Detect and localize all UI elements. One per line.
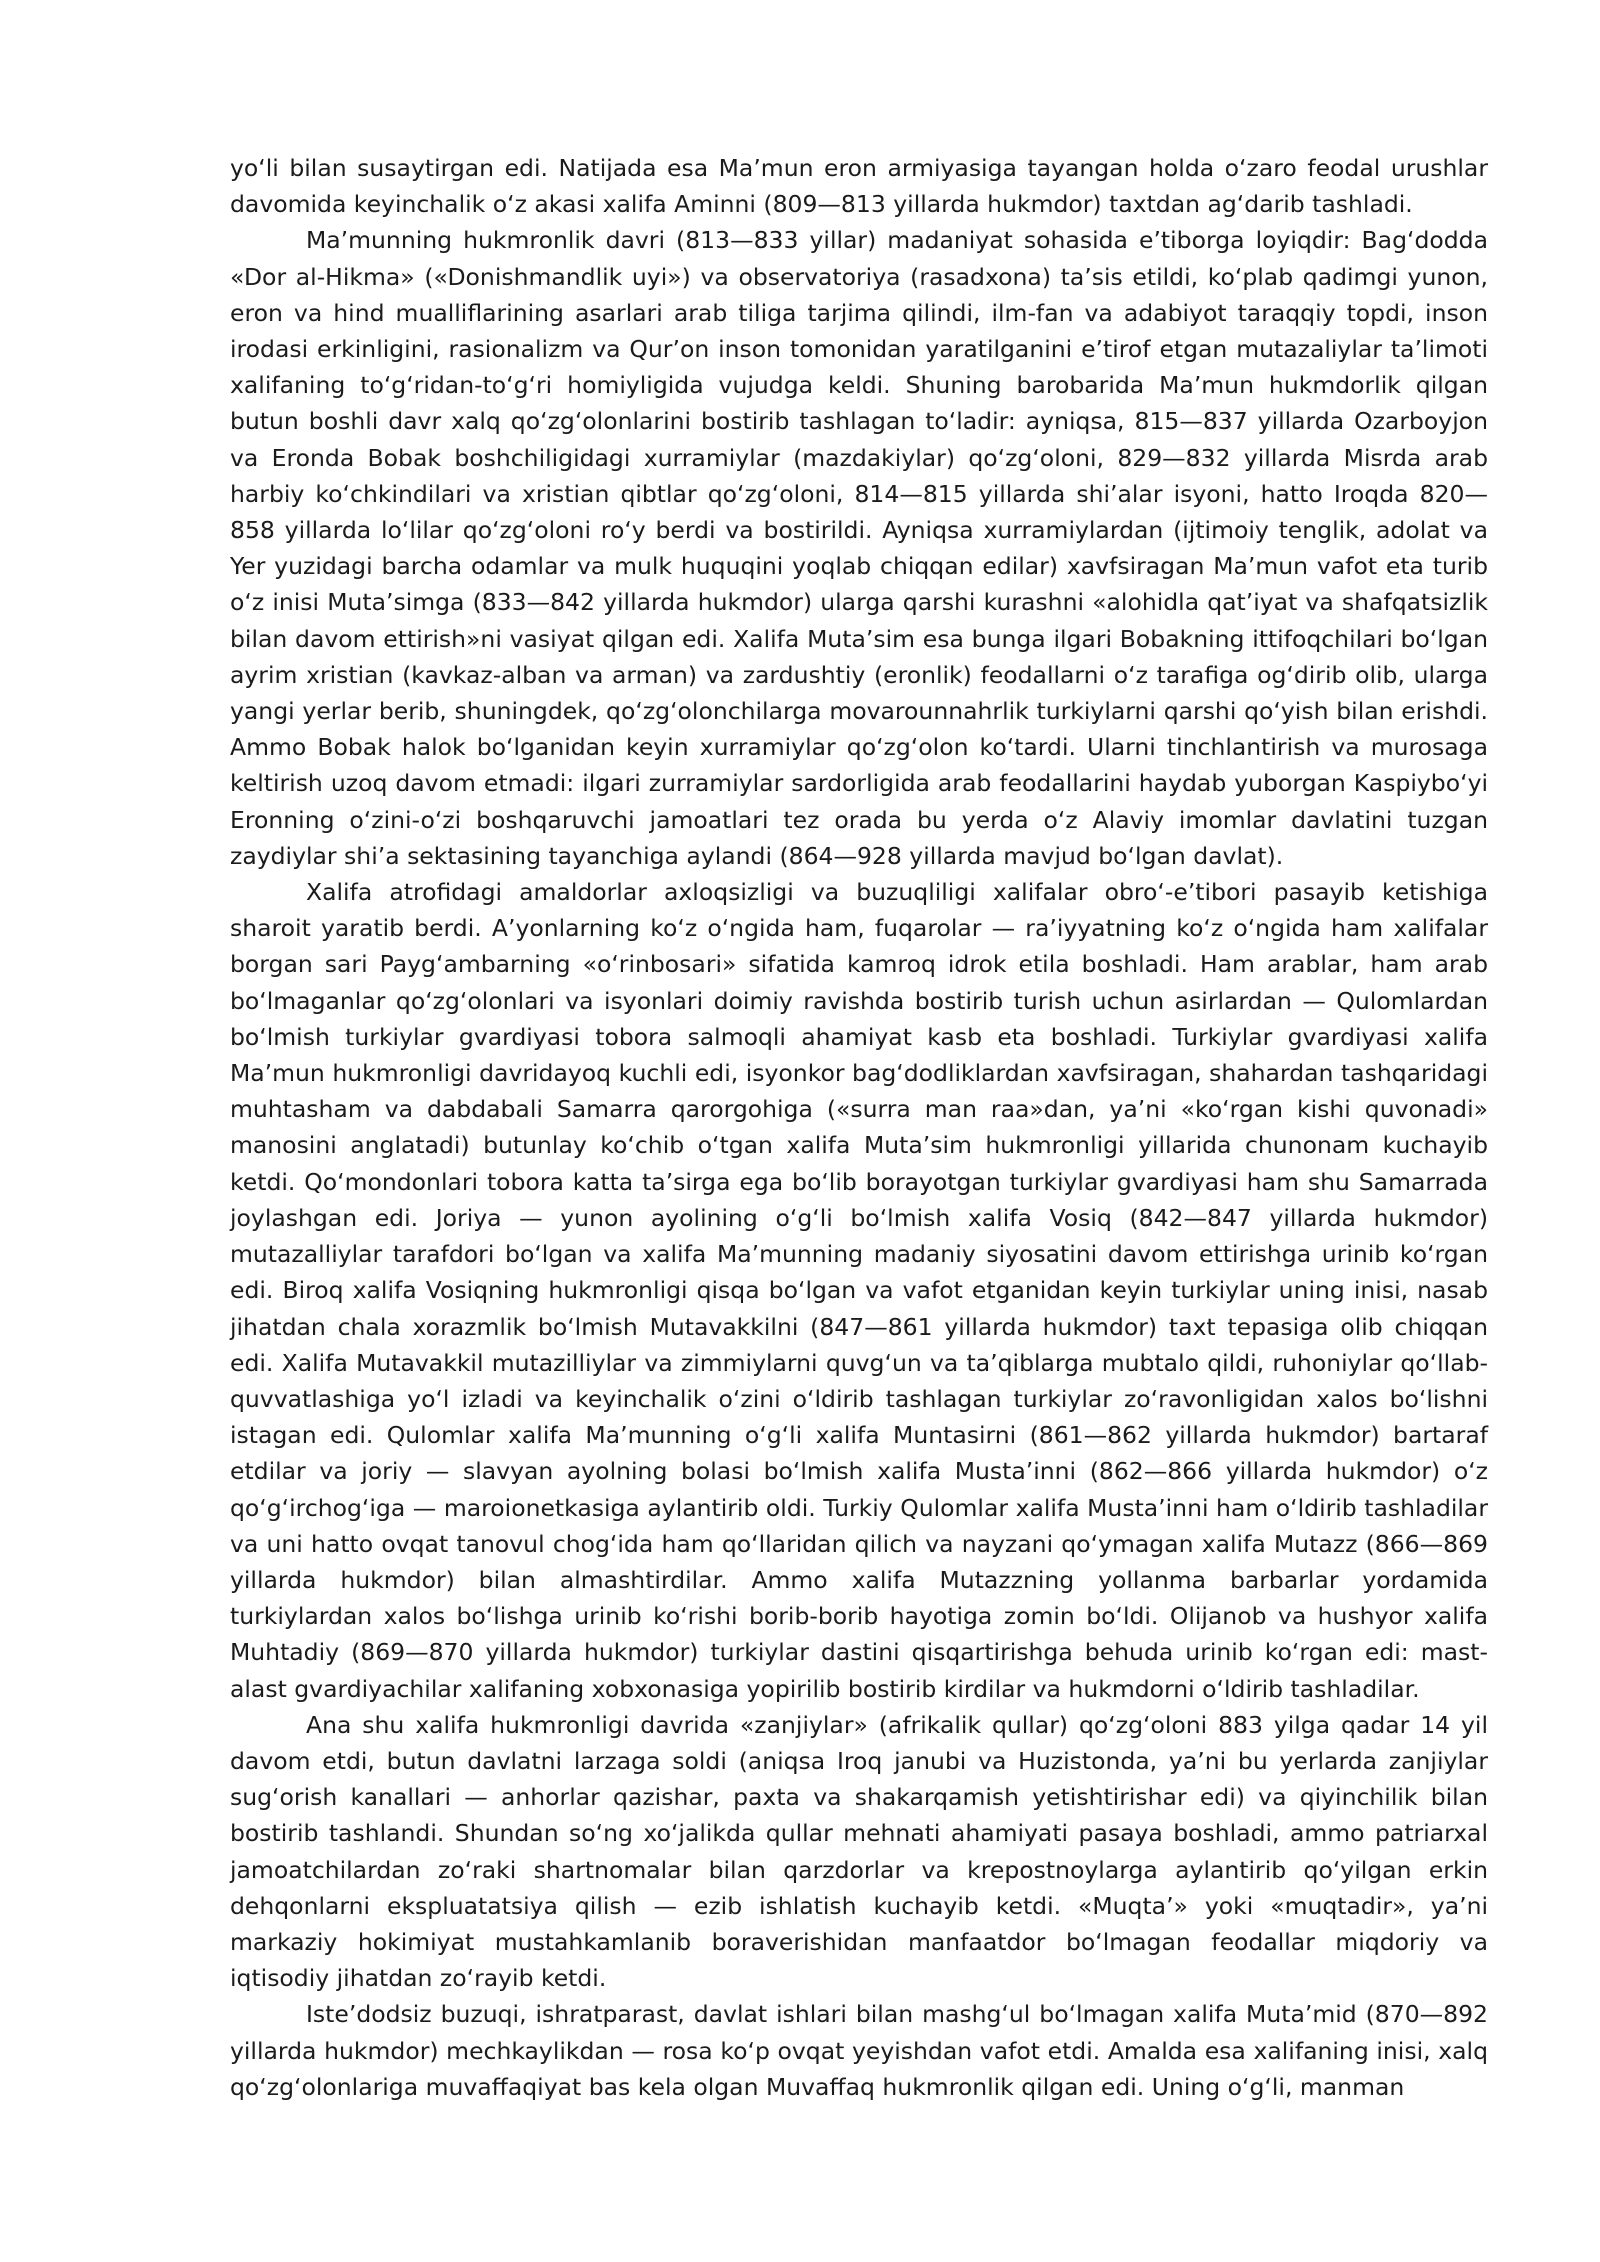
paragraph-continuation: yo‘li bilan susaytirgan edi. Natijada esa Ma’mun eron armiyasiga tayangan holda o‘zaro feodal urushlar davomida keyinchalik o‘z akasi xalifa Aminni (809—813 yillarda hukmdor) taxtdan ag‘darib tashladi.	[230, 154, 1488, 219]
paragraph-turkic-guard: Xalifa atrofidagi amaldorlar axloqsizligi va buzuqliligi xalifalar obro‘-e’tibori pasayib ketishiga sharoit yaratib berdi. A’yonlarning ko‘z o‘ngida ham, fuqarolar — ra’iyyatning ko‘z o‘ngida ham xalifalar borgan sari Payg‘ambarning «o‘rinbosari» sifatida kamroq idrok etila boshladi. Ham arablar, ham arab bo‘lmaganlar qo‘zg‘olonlari va isyonlari doimiy ravishda bostirib turish uchun asirlardan — Qulomlardan bo‘lmish turkiylar gvardiyasi tobora salmoqli ahamiyat kasb eta boshladi. Turkiylar gvardiyasi xalifa Ma’mun hukmronligi davridayoq kuchli edi, isyonkor bag‘dodliklardan xavfsiragan, shahardan tashqaridagi muhtasham va dabdabali Samarra qarorgohiga («surra man raa»dan, ya’ni «ko‘rgan kishi quvonadi» manosini anglatadi) butunlay ko‘chib o‘tgan xalifa Muta’sim hukmronligi yillarida chunonam kuchayib ketdi. Qo‘mondonlari tobora katta ta’sirga ega bo‘lib borayotgan turkiylar gvardiyasi ham shu Samarrada joylashgan edi. Joriya — yunon ayolining o‘g‘li bo‘lmish xalifa Vosiq (842—847 yillarda hukmdor) mutazalliylar tarafdori bo‘lgan va xalifa Ma’munning madaniy siyosatini davom ettirishga urinib ko‘rgan edi. Biroq xalifa Vosiqning hukmronligi qisqa bo‘lgan va vafot etganidan keyin turkiylar uning inisi, nasab jihatdan chala xorazmlik bo‘lmish Mutavakkilni (847—861 yillarda hukmdor) taxt tepasiga olib chiqqan edi. Xalifa Mutavakkil mutazilliylar va zimmiylarni quvg‘un va ta’qiblarga mubtalo qildi, ruhoniylar qo‘llab-quvvatlashiga yo‘l izladi va keyinchalik o‘zini o‘ldirib tashlagan turkiylar zo‘ravonligidan xalos bo‘lishni istagan edi. Qulomlar xalifa Ma’munning o‘g‘li xalifa Muntasirni (861—862 yillarda hukmdor) bartaraf etdilar va joriy — slavyan ayolning bolasi bo‘lmish xalifa Musta’inni (862—866 yillarda hukmdor) o‘z qo‘g‘irchog‘iga — maroionetkasiga aylantirib oldi. Turkiy Qulomlar xalifa Musta’inni ham o‘ldirib tashladilar va uni hatto ovqat tanovul chog‘ida ham qo‘llaridan qilich va nayzani qo‘ymagan xalifa Mutazz (866—869 yillarda hukmdor) bilan almashtirdilar. Ammo xalifa Mutazzning yollanma barbarlar yordamida turkiylardan xalos bo‘lishga urinib ko‘rishi borib-borib hayotiga zomin bo‘ldi. Olijanob va hushyor xalifa Muhtadiy (869—870 yillarda hukmdor) turkiylar dastini qisqartirishga behuda urinib ko‘rgan edi: mast-alast gvardiyachilar xalifaning xobxonasiga yopirilib bostirib kirdilar va hukmdorni o‘ldirib tashladilar.	[230, 878, 1488, 1703]
paragraph-mutamid: Iste’dodsiz buzuqi, ishratparast, davlat ishlari bilan mashg‘ul bo‘lmagan xalifa Muta’mid (870—892 yillarda hukmdor) mechkaylikdan — rosa ko‘p ovqat yeyishdan vafot etdi. Amalda esa xalifaning inisi, xalq qo‘zg‘olonlariga muvaffaqiyat bas kela olgan Muvaffaq hukmronlik qilgan edi. Uning o‘g‘li, manman	[230, 2000, 1488, 2101]
paragraph-mamun-reign: Ma’munning hukmronlik davri (813—833 yillar) madaniyat sohasida e’tiborga loyiqdir: Bag‘dodda «Dor al-Hikma» («Donishmandlik uyi») va observatoriya (rasadxona) ta’sis etildi, ko‘plab qadimgi yunon, eron va hind mualliflarining asarlari arab tiliga tarjima qilindi, ilm-fan va adabiyot taraqqiy topdi, inson irodasi erkinligini, rasionalizm va Qur’on inson tomonidan yaratilganini e’tirof etgan mutazaliylar ta’limoti xalifaning to‘g‘ridan-to‘g‘ri homiyligida vujudga keldi. Shuning barobarida Ma’mun hukmdorlik qilgan butun boshli davr xalq qo‘zg‘olonlarini bostirib tashlagan to‘ladir: ayniqsa, 815—837 yillarda Ozarboyjon va Eronda Bobak boshchiligidagi xurramiylar (mazdakiylar) qo‘zg‘oloni, 829—832 yillarda Misrda arab harbiy ko‘chkindilari va xristian qibtlar qo‘zg‘oloni, 814—815 yillarda shi’alar isyoni, hatto Iroqda 820—858 yillarda lo‘lilar qo‘zg‘oloni ro‘y berdi va bostirildi. Ayniqsa xurramiylardan (ijtimoiy tenglik, adolat va Yer yuzidagi barcha odamlar va mulk huquqini yoqlab chiqqan edilar) xavfsiragan Ma’mun vafot eta turib o‘z inisi Muta’simga (833—842 yillarda hukmdor) ularga qarshi kurashni «alohidla qat’iyat va shafqatsizlik bilan davom ettirish»ni vasiyat qilgan edi. Xalifa Muta’sim esa bunga ilgari Bobakning ittifoqchilari bo‘lgan ayrim xristian (kavkaz-alban va arman) va zardushtiy (eronlik) feodallarni o‘z tarafiga og‘dirib olib, ularga yangi yerlar berib, shuningdek, qo‘zg‘olonchilarga movarounnahrlik turkiylarni qarshi qo‘yish bilan erishdi. Ammo Bobak halok bo‘lganidan keyin xurramiylar qo‘zg‘olon ko‘tardi. Ularni tinchlantirish va murosaga keltirish uzoq davom etmadi: ilgari zurramiylar sardorligida arab feodallarini haydab yuborgan Kaspiybo‘yi Eronning o‘zini-o‘zi boshqaruvchi jamoatlari tez orada bu yerda o‘z Alaviy imomlar davlatini tuzgan zaydiylar shi’a sektasining tayanchiga aylandi (864—928 yillarda mavjud bo‘lgan davlat).	[230, 226, 1488, 870]
document-page	[230, 150, 1488, 2105]
paragraph-zanj-revolt: Ana shu xalifa hukmronligi davrida «zanjiylar» (afrikalik qullar) qo‘zg‘oloni 883 yilga qadar 14 yil davom etdi, butun davlatni larzaga soldi (aniqsa Iroq janubi va Huzistonda, ya’ni bu yerlarda zanjiylar sug‘orish kanallari — anhorlar qazishar, paxta va shakarqamish yetishtirishar edi) va qiyinchilik bilan bostirib tashlandi. Shundan so‘ng xo‘jalikda qullar mehnati ahamiyati pasaya boshladi, ammo patriarxal jamoatchilardan zo‘raki shartnomalar bilan qarzdorlar va krepostnoylarga aylantirib qo‘yilgan erkin dehqonlarni ekspluatatsiya qilish — ezib ishlatish kuchayib ketdi. «Muqta’» yoki «muqtadir», ya’ni markaziy hokimiyat mustahkamlanib boraverishidan manfaatdor bo‘lmagan feodallar miqdoriy va iqtisodiy jihatdan zo‘rayib ketdi.	[230, 1710, 1488, 1993]
